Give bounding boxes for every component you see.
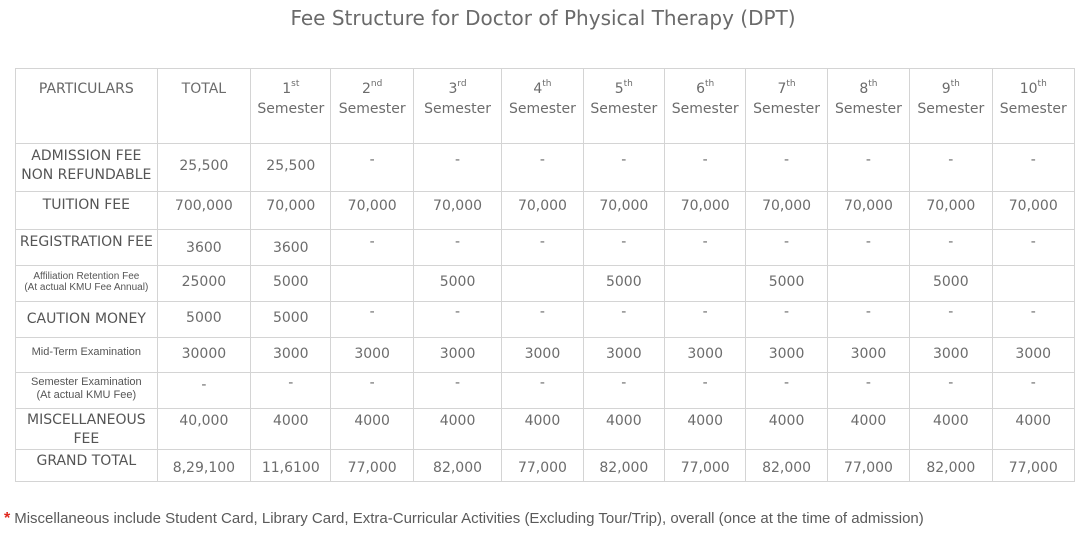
total-cell: 25000 xyxy=(157,266,250,302)
semester-cell: - xyxy=(827,144,909,192)
row-label xyxy=(16,266,158,302)
table-row xyxy=(16,450,1075,482)
semester-ordinal-suffix: th xyxy=(786,79,796,90)
table-row xyxy=(16,192,1075,230)
semester-cell: - xyxy=(583,230,664,266)
semester-cell: - xyxy=(827,230,909,266)
semester-cell: - xyxy=(413,373,501,409)
semester-cell: 70,000 xyxy=(746,192,827,230)
semester-cell: - xyxy=(331,144,413,192)
header-semester-5 xyxy=(583,69,664,144)
row-label-line: ADMISSION FEE xyxy=(31,148,142,164)
semester-cell: 70,000 xyxy=(992,192,1075,230)
semester-cell: 4000 xyxy=(413,409,501,450)
total-cell: 5000 xyxy=(157,302,250,338)
semester-cell: - xyxy=(665,144,746,192)
semester-cell: 25,500 xyxy=(251,144,331,192)
semester-cell: - xyxy=(583,144,664,192)
semester-cell: - xyxy=(910,144,992,192)
total-cell: 700,000 xyxy=(157,192,250,230)
row-label xyxy=(16,373,158,409)
semester-cell: 70,000 xyxy=(502,192,583,230)
semester-cell: - xyxy=(992,302,1075,338)
semester-cell: 70,000 xyxy=(251,192,331,230)
header-particulars: PARTICULARS xyxy=(16,69,158,144)
semester-cell xyxy=(665,266,746,302)
semester-cell: - xyxy=(413,144,501,192)
semester-cell: 82,000 xyxy=(910,450,992,482)
semester-cell: 4000 xyxy=(583,409,664,450)
header-semester-9 xyxy=(910,69,992,144)
semester-cell: 3000 xyxy=(331,338,413,373)
semester-cell: 3000 xyxy=(413,338,501,373)
semester-label: Semester xyxy=(999,101,1067,117)
semester-cell: - xyxy=(502,144,583,192)
semester-cell: 3000 xyxy=(910,338,992,373)
semester-label: Semester xyxy=(508,101,576,117)
semester-cell xyxy=(992,266,1075,302)
semester-cell xyxy=(827,266,909,302)
semester-label: Semester xyxy=(917,101,985,117)
row-label-line: Semester Examination xyxy=(30,376,142,388)
semester-cell: 82,000 xyxy=(746,450,827,482)
semester-number: 7 xyxy=(777,81,787,97)
semester-number: 8 xyxy=(859,81,869,97)
semester-cell: - xyxy=(992,373,1075,409)
semester-number: 1 xyxy=(282,81,292,97)
semester-number: 9 xyxy=(941,81,951,97)
header-semester-6 xyxy=(665,69,746,144)
semester-cell: - xyxy=(413,230,501,266)
semester-cell: 70,000 xyxy=(827,192,909,230)
total-cell: 40,000 xyxy=(157,409,250,450)
semester-label: Semester xyxy=(753,101,821,117)
semester-cell: - xyxy=(827,373,909,409)
row-label-line: (At actual KMU Fee) xyxy=(36,389,137,401)
semester-cell: - xyxy=(992,144,1075,192)
semester-cell: 4000 xyxy=(827,409,909,450)
table-row xyxy=(16,373,1075,409)
semester-cell: 5000 xyxy=(413,266,501,302)
semester-cell: 70,000 xyxy=(331,192,413,230)
semester-label: Semester xyxy=(257,101,325,117)
table-row xyxy=(16,230,1075,266)
header-row xyxy=(16,69,1075,144)
table-row xyxy=(16,409,1075,450)
semester-cell: 70,000 xyxy=(665,192,746,230)
semester-cell: - xyxy=(331,302,413,338)
semester-cell: 11,6100 xyxy=(251,450,331,482)
header-semester-1 xyxy=(251,69,331,144)
semester-cell: 3000 xyxy=(827,338,909,373)
semester-cell: - xyxy=(502,230,583,266)
row-label-line: NON REFUNDABLE xyxy=(21,167,152,183)
semester-cell: 3600 xyxy=(251,230,331,266)
total-cell: 25,500 xyxy=(157,144,250,192)
header-semester-4 xyxy=(502,69,583,144)
semester-cell: - xyxy=(827,302,909,338)
semester-cell: - xyxy=(583,373,664,409)
semester-cell: - xyxy=(665,302,746,338)
semester-cell: 5000 xyxy=(251,266,331,302)
semester-cell: 77,000 xyxy=(502,450,583,482)
table-row xyxy=(16,302,1075,338)
semester-cell: 4000 xyxy=(665,409,746,450)
page-title: Fee Structure for Doctor of Physical Therapy (DPT) xyxy=(290,6,796,30)
row-label-line: TUITION FEE xyxy=(42,197,130,213)
row-label xyxy=(16,302,158,338)
header-semester-3 xyxy=(413,69,501,144)
fee-table-body xyxy=(16,69,1075,482)
footnote-asterisk: * xyxy=(4,510,11,527)
semester-cell: - xyxy=(665,230,746,266)
header-total: TOTAL xyxy=(157,69,250,144)
semester-cell: 4000 xyxy=(746,409,827,450)
semester-cell: 3000 xyxy=(665,338,746,373)
semester-label: Semester xyxy=(671,101,739,117)
semester-cell: - xyxy=(251,373,331,409)
semester-cell: - xyxy=(910,302,992,338)
semester-cell: 5000 xyxy=(583,266,664,302)
semester-ordinal-suffix: th xyxy=(623,79,633,90)
header-semester-2 xyxy=(331,69,413,144)
semester-cell: 82,000 xyxy=(583,450,664,482)
footnote-text: Miscellaneous include Student Card, Library Card, Extra-Curricular Activities (Excluding Tour/Trip), overall (once at the time of admission) xyxy=(14,510,924,527)
row-label-line: GRAND TOTAL xyxy=(36,453,137,469)
semester-cell: - xyxy=(746,302,827,338)
semester-number: 6 xyxy=(696,81,706,97)
semester-cell: - xyxy=(910,230,992,266)
semester-cell xyxy=(331,266,413,302)
semester-number: 3 xyxy=(448,81,458,97)
row-label-line: MISCELLANEOUS xyxy=(26,412,146,428)
row-label xyxy=(16,450,158,482)
semester-cell: 70,000 xyxy=(910,192,992,230)
semester-cell: 3000 xyxy=(992,338,1075,373)
semester-ordinal-suffix: th xyxy=(868,79,878,90)
semester-cell: 4000 xyxy=(331,409,413,450)
semester-cell: 77,000 xyxy=(331,450,413,482)
semester-cell: - xyxy=(331,373,413,409)
semester-cell: 70,000 xyxy=(413,192,501,230)
semester-cell: - xyxy=(502,373,583,409)
semester-cell: - xyxy=(583,302,664,338)
semester-cell: 4000 xyxy=(992,409,1075,450)
semester-label: Semester xyxy=(590,101,658,117)
semester-label: Semester xyxy=(338,101,406,117)
header-semester-10 xyxy=(992,69,1075,144)
semester-cell: 82,000 xyxy=(413,450,501,482)
semester-cell: 4000 xyxy=(502,409,583,450)
semester-ordinal-suffix: nd xyxy=(370,79,383,90)
total-cell: 30000 xyxy=(157,338,250,373)
row-label-line: REGISTRATION FEE xyxy=(19,234,153,250)
semester-ordinal-suffix: th xyxy=(542,79,552,90)
semester-cell: - xyxy=(746,230,827,266)
semester-cell: - xyxy=(910,373,992,409)
footnote xyxy=(4,510,924,528)
semester-cell: - xyxy=(746,373,827,409)
semester-cell: 4000 xyxy=(910,409,992,450)
semester-cell: 77,000 xyxy=(827,450,909,482)
semester-ordinal-suffix: rd xyxy=(457,79,467,90)
row-label xyxy=(16,409,158,450)
semester-cell: - xyxy=(746,144,827,192)
semester-label: Semester xyxy=(834,101,902,117)
row-label xyxy=(16,144,158,192)
row-label-line: CAUTION MONEY xyxy=(26,311,146,327)
semester-ordinal-suffix: th xyxy=(1037,79,1047,90)
row-label xyxy=(16,338,158,373)
total-cell: 3600 xyxy=(157,230,250,266)
total-cell: 8,29,100 xyxy=(157,450,250,482)
semester-cell: 4000 xyxy=(251,409,331,450)
row-label-line: (At actual KMU Fee Annual) xyxy=(24,282,149,293)
semester-cell: - xyxy=(665,373,746,409)
semester-number: 2 xyxy=(361,81,371,97)
header-semester-8 xyxy=(827,69,909,144)
semester-label: Semester xyxy=(424,101,491,117)
table-row xyxy=(16,338,1075,373)
table-row xyxy=(16,144,1075,192)
semester-cell: 3000 xyxy=(502,338,583,373)
row-label xyxy=(16,192,158,230)
semester-cell: 3000 xyxy=(746,338,827,373)
row-label xyxy=(16,230,158,266)
fee-table xyxy=(15,68,1075,482)
semester-cell: 77,000 xyxy=(992,450,1075,482)
header-semester-7 xyxy=(746,69,827,144)
semester-ordinal-suffix: th xyxy=(705,79,715,90)
semester-cell xyxy=(502,266,583,302)
semester-cell: 5000 xyxy=(910,266,992,302)
semester-cell: - xyxy=(992,230,1075,266)
semester-cell: 3000 xyxy=(251,338,331,373)
semester-cell: 70,000 xyxy=(583,192,664,230)
semester-cell: 5000 xyxy=(251,302,331,338)
semester-number: 4 xyxy=(533,81,543,97)
semester-ordinal-suffix: th xyxy=(950,79,960,90)
semester-cell: 5000 xyxy=(746,266,827,302)
semester-cell: - xyxy=(331,230,413,266)
semester-cell: 77,000 xyxy=(665,450,746,482)
semester-number: 5 xyxy=(614,81,624,97)
semester-cell: - xyxy=(413,302,501,338)
row-label-line: Mid-Term Examination xyxy=(31,346,142,358)
total-cell: - xyxy=(157,373,250,409)
table-row xyxy=(16,266,1075,302)
semester-cell: - xyxy=(502,302,583,338)
semester-number: 10 xyxy=(1019,81,1038,97)
row-label-line: FEE xyxy=(73,431,100,447)
row-label-line: Affiliation Retention Fee xyxy=(33,271,140,282)
semester-ordinal-suffix: st xyxy=(291,79,300,90)
semester-cell: 3000 xyxy=(583,338,664,373)
